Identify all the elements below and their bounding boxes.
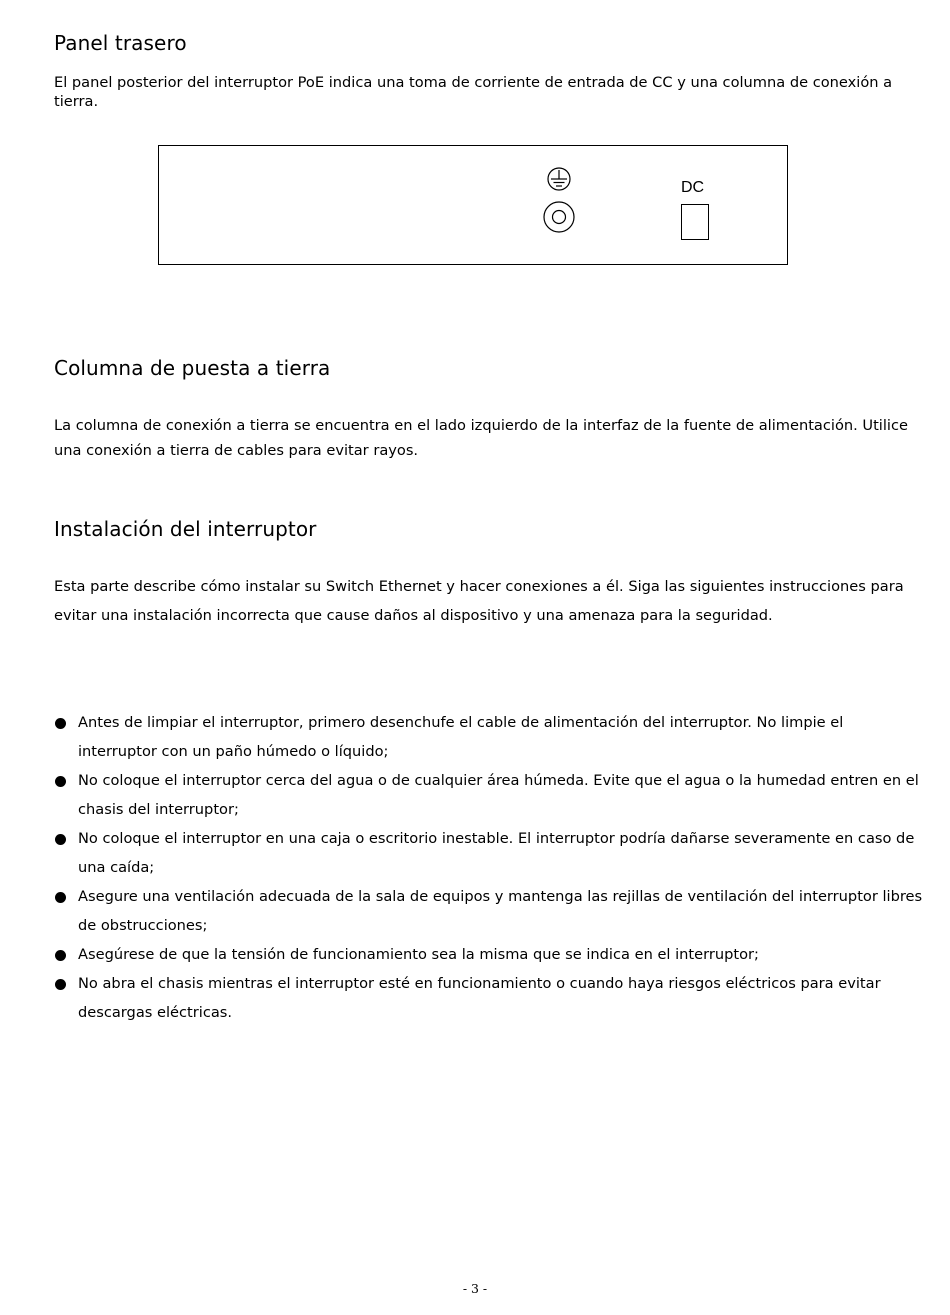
list-item <box>54 766 924 824</box>
rear-panel-description: El panel posterior del interruptor PoE indica una toma de corriente de entrada de CC y una columna de conexión a tierra. <box>54 74 893 110</box>
bullet-icon <box>55 834 66 845</box>
dc-power-port <box>681 204 709 240</box>
section-title-rear-panel: Panel trasero <box>54 31 187 55</box>
list-item-text: Asegúrese de que la tensión de funcionamiento sea la misma que se indica en el interruptor; <box>78 946 759 963</box>
list-item <box>54 940 924 969</box>
list-item <box>54 708 924 766</box>
section-title-installation: Instalación del interruptor <box>54 517 317 541</box>
list-item-text: Asegure una ventilación adecuada de la sala de equipos y mantenga las rejillas de ventilación del interruptor libres de obstrucciones; <box>78 888 923 934</box>
list-item-text: No abra el chasis mientras el interruptor esté en funcionamiento o cuando haya riesgos eléctricos para evitar descargas eléctricas. <box>78 975 881 1021</box>
list-item <box>54 882 924 940</box>
grounding-post-icon <box>544 202 574 232</box>
installation-description: Esta parte describe cómo instalar su Switch Ethernet y hacer conexiones a él. Siga las siguientes instrucciones para evitar una instalación incorrecta que cause daños al dispositivo y una amenaza para la seguridad. <box>54 578 904 624</box>
bullet-icon <box>55 718 66 729</box>
list-item-text: No coloque el interruptor en una caja o escritorio inestable. El interruptor podría dañarse severamente en caso de una caída; <box>78 830 915 876</box>
section-title-grounding: Columna de puesta a tierra <box>54 356 331 380</box>
page-number: - 3 - <box>462 1281 488 1296</box>
list-item-text: No coloque el interruptor cerca del agua o de cualquier área húmeda. Evite que el agua o la humedad entren en el chasis del interruptor; <box>78 772 919 818</box>
grounding-column-diagram <box>540 164 580 236</box>
list-item <box>54 824 924 882</box>
list-item <box>54 969 924 1027</box>
bullet-icon <box>55 979 66 990</box>
bullet-icon <box>55 892 66 903</box>
list-item-text: Antes de limpiar el interruptor, primero desenchufe el cable de alimentación del interruptor. No limpie el interruptor con un paño húmedo o líquido; <box>78 714 844 760</box>
grounding-description: La columna de conexión a tierra se encuentra en el lado izquierdo de la interfaz de la fuente de alimentación. Utilice una conexión a tierra de cables para evitar rayos. <box>54 417 908 459</box>
dc-label: DC <box>681 179 705 196</box>
bullet-icon <box>55 950 66 961</box>
ground-symbol-icon <box>548 168 570 190</box>
safety-instructions-list <box>54 708 924 1027</box>
bullet-icon <box>55 776 66 787</box>
